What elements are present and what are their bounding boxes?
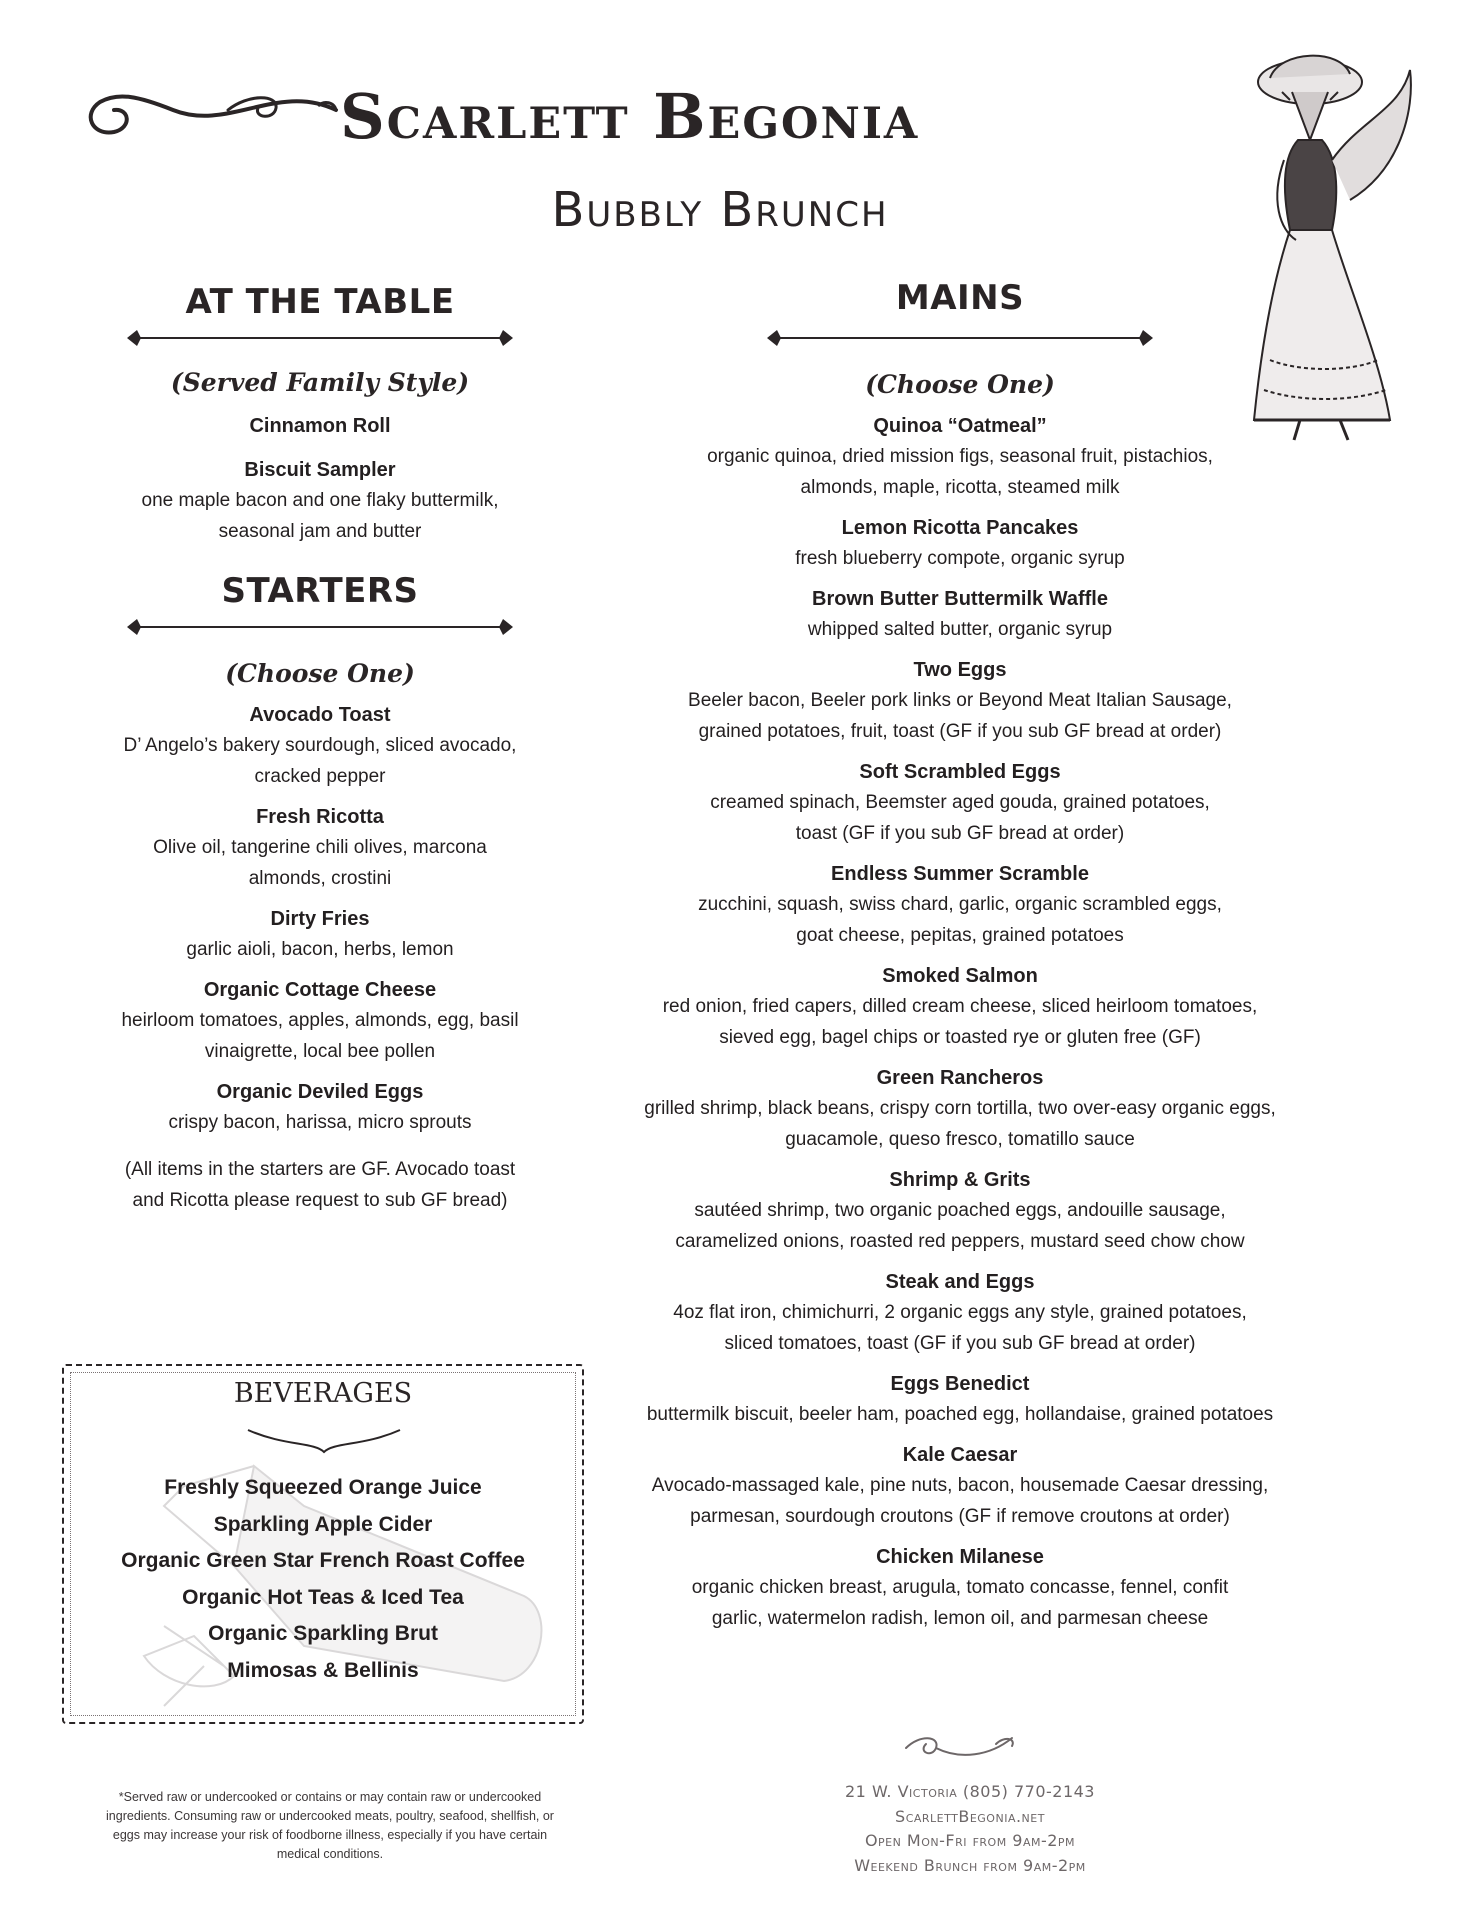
item-description: organic quinoa, dried mission figs, seasonal fruit, pistachios, almonds, maple, ricotta, steamed milk [707, 446, 1213, 498]
item-description: Olive oil, tangerine chili olives, marcona almonds, crostini [153, 837, 487, 889]
beverages-flourish-icon [244, 1418, 404, 1454]
menu-item [120, 455, 520, 547]
item-name: Smoked Salmon [882, 965, 1038, 987]
item-name: Soft Scrambled Eggs [859, 761, 1061, 783]
item-description: zucchini, squash, swiss chard, garlic, organic scrambled eggs, goat cheese, pepitas, grained potatoes [698, 894, 1222, 946]
item-description: 4oz flat iron, chimichurri, 2 organic eggs any style, grained potatoes, sliced tomatoes, toast (GF if you sub GF bread at order) [673, 1302, 1247, 1354]
item-description: sautéed shrimp, two organic poached eggs, andouille sausage, caramelized onions, roasted red peppers, mustard seed chow chow [675, 1200, 1245, 1252]
menu-item [630, 1165, 1290, 1257]
beverage-item: Sparkling Apple Cider [213, 1512, 433, 1536]
menu-item [630, 513, 1290, 574]
item-name: Dirty Fries [270, 908, 370, 930]
menu-item [630, 411, 1290, 503]
menu-item [120, 1077, 520, 1138]
beverage-item: Organic Sparkling Brut [208, 1622, 438, 1645]
divider-icon [125, 326, 515, 350]
beverage-item: Freshly Squeezed Orange Juice [164, 1476, 482, 1499]
page-subtitle: Bubbly Brunch [551, 182, 889, 238]
contact-website[interactable]: ScarlettBegonia.net [895, 1806, 1045, 1826]
item-name: Biscuit Sampler [244, 459, 396, 481]
menu-item [630, 584, 1290, 645]
item-name: Fresh Ricotta [256, 806, 384, 828]
item-description: Beeler bacon, Beeler pork links or Beyond Meat Italian Sausage, grained potatoes, fruit, toast (GF if you sub GF bread at order) [688, 690, 1232, 742]
footer-flourish-icon [900, 1730, 1020, 1764]
menu-item [630, 1542, 1290, 1634]
item-name: Two Eggs [913, 659, 1007, 681]
beverage-item: Organic Hot Teas & Iced Tea [182, 1585, 464, 1609]
beverage-item: Organic Green Star French Roast Coffee [121, 1549, 525, 1572]
menu-item [120, 700, 520, 792]
contact-info [760, 1780, 1180, 1878]
divider-icon [125, 615, 515, 639]
item-description: grilled shrimp, black beans, crispy corn tortilla, two over-easy organic eggs, guacamole, queso fresco, tomatillo sauce [644, 1098, 1276, 1150]
item-name: Avocado Toast [249, 704, 391, 726]
menu-item [630, 757, 1290, 849]
header-flourish-icon [78, 72, 340, 144]
menu-item [630, 1063, 1290, 1155]
divider-icon [765, 326, 1155, 350]
item-name: Chicken Milanese [876, 1546, 1044, 1568]
right-column [630, 278, 1290, 1634]
item-name: Endless Summer Scramble [831, 863, 1089, 885]
item-description: creamed spinach, Beemster aged gouda, grained potatoes, toast (GF if you sub GF bread at order) [710, 792, 1210, 844]
item-description: garlic aioli, bacon, herbs, lemon [186, 939, 454, 960]
menu-item [630, 1267, 1290, 1359]
contact-hours-weekend: Weekend Brunch from 9am-2pm [854, 1855, 1086, 1875]
item-name: Organic Deviled Eggs [216, 1081, 424, 1103]
brand-title: Scarlett Begonia [340, 80, 920, 153]
item-name: Brown Butter Buttermilk Waffle [812, 588, 1108, 610]
beverages-box [62, 1364, 584, 1724]
item-description: heirloom tomatoes, apples, almonds, egg, basil vinaigrette, local bee pollen [121, 1010, 519, 1062]
item-description: Avocado-massaged kale, pine nuts, bacon, housemade Caesar dressing, parmesan, sourdough croutons (GF if remove croutons at order) [651, 1475, 1269, 1527]
gf-note-text: (All items in the starters are GF. Avocado toast and Ricotta please request to sub GF bread) [124, 1159, 516, 1211]
beverages-list [64, 1470, 582, 1689]
item-name: Cinnamon Roll [249, 415, 391, 437]
allergy-footnote: *Served raw or undercooked or contains or may contain raw or undercooked ingredients. Consuming raw or undercooked meats, poultry, seafood, shellfish, or eggs may increase your risk of foodborne illness, especially if you have certain medical conditions. [106, 1790, 554, 1861]
menu-item [120, 975, 520, 1067]
beverages-title: BEVERAGES [233, 1378, 413, 1409]
item-name: Lemon Ricotta Pancakes [841, 517, 1079, 539]
item-name: Kale Caesar [902, 1444, 1018, 1466]
starters-note: (Choose One) [225, 659, 415, 688]
menu-item [630, 655, 1290, 747]
item-name: Quinoa “Oatmeal” [873, 415, 1047, 437]
item-description: buttermilk biscuit, beeler ham, poached egg, hollandaise, grained potatoes [646, 1404, 1274, 1425]
item-name: Green Rancheros [876, 1067, 1044, 1089]
item-name: Eggs Benedict [890, 1373, 1030, 1395]
starters-title: STARTERS [221, 571, 419, 611]
menu-item [630, 1440, 1290, 1532]
menu-item [120, 904, 520, 965]
item-name: Shrimp & Grits [889, 1169, 1031, 1191]
menu-item [120, 802, 520, 894]
starters-gf-note [120, 1154, 520, 1216]
item-description: crispy bacon, harissa, micro sprouts [168, 1112, 472, 1133]
item-description: D’ Angelo’s bakery sourdough, sliced avocado, cracked pepper [123, 735, 517, 787]
at-the-table-note: (Served Family Style) [170, 368, 470, 397]
item-description: fresh blueberry compote, organic syrup [795, 548, 1125, 569]
item-name: Organic Cottage Cheese [203, 979, 437, 1001]
beverage-item: Mimosas & Bellinis [227, 1658, 419, 1682]
item-description: whipped salted butter, organic syrup [807, 619, 1113, 640]
item-description: organic chicken breast, arugula, tomato concasse, fennel, confit garlic, watermelon radish, lemon oil, and parmesan cheese [691, 1577, 1229, 1629]
menu-item [630, 1369, 1290, 1430]
mains-note: (Choose One) [865, 370, 1055, 399]
menu-item [630, 961, 1290, 1053]
item-name: Steak and Eggs [885, 1271, 1035, 1293]
menu-item [120, 411, 520, 441]
contact-address: 21 W. Victoria (805) 770-2143 [845, 1782, 1095, 1801]
item-description: one maple bacon and one flaky buttermilk, seasonal jam and butter [141, 490, 499, 542]
left-column [120, 282, 520, 1216]
at-the-table-title: AT THE TABLE [185, 282, 455, 322]
contact-hours-weekday: Open Mon-Fri from 9am-2pm [864, 1831, 1076, 1850]
menu-item [630, 859, 1290, 951]
item-description: red onion, fried capers, dilled cream cheese, sliced heirloom tomatoes, sieved egg, bagel chips or toasted rye or gluten free (GF) [662, 996, 1258, 1048]
mains-title: MAINS [895, 278, 1025, 318]
